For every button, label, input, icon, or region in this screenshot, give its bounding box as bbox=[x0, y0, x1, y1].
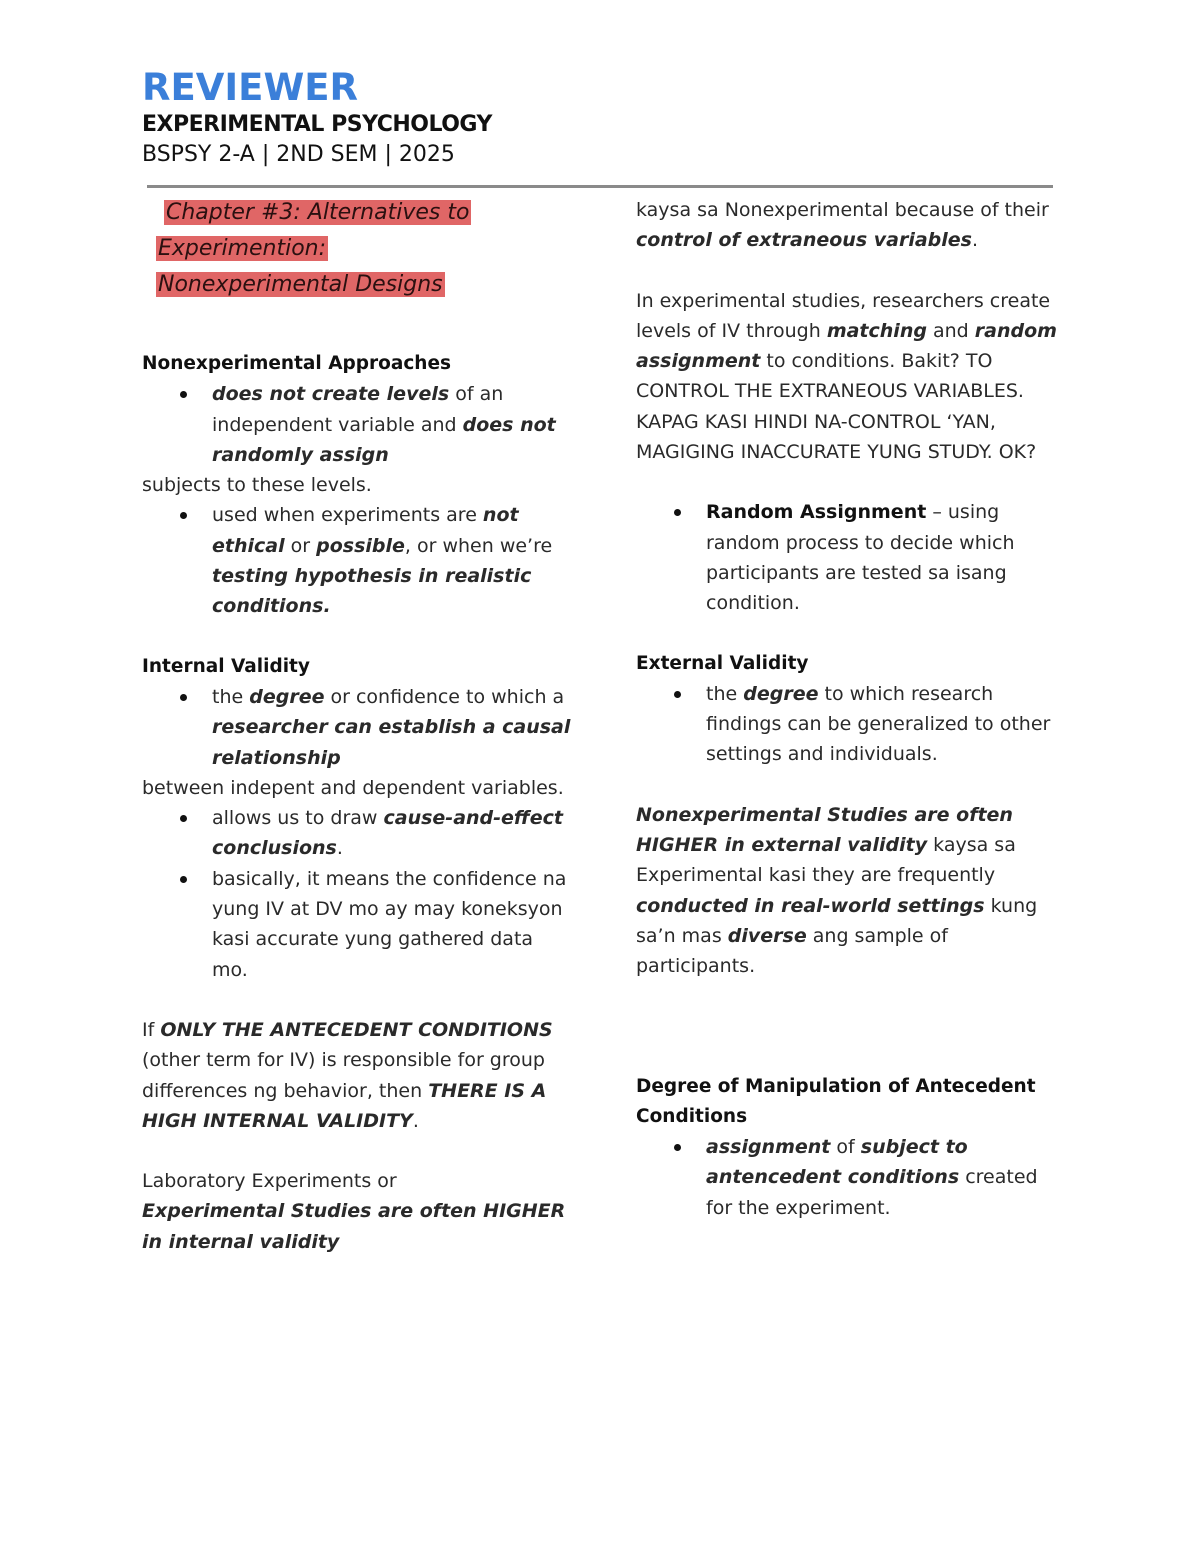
section-heading-internal-validity: Internal Validity bbox=[142, 655, 310, 677]
list-item: the degree or confidence to which a researcher can establish a causal relationship bbox=[212, 682, 572, 773]
chapter-title-line2: Experimention: bbox=[158, 236, 327, 261]
section-heading-nonexperimental: Nonexperimental Approaches bbox=[142, 353, 452, 374]
paragraph-text: subjects to these levels. bbox=[142, 474, 372, 497]
bullet-list bbox=[142, 500, 572, 621]
section-heading-degree-of-manipulation: Degree of Manipulation of Antecedent Conditions bbox=[636, 1075, 1036, 1127]
list-item: assignment of subject to antencedent conditions created for the experiment. bbox=[706, 1132, 1066, 1223]
list-item: allows us to draw cause-and-effect conclusions. bbox=[212, 803, 572, 864]
document-meta: BSPSY 2-A | 2ND SEM | 2025 bbox=[142, 142, 455, 167]
bullet-list bbox=[142, 682, 572, 773]
chapter-title bbox=[156, 195, 572, 303]
chapter-title-line1: Chapter #3: Alternatives to bbox=[166, 200, 470, 225]
left-column bbox=[142, 195, 572, 1257]
bullet-list bbox=[636, 1132, 1066, 1223]
paragraph-text: between indepent and dependent variables. bbox=[142, 776, 564, 799]
list-item: the degree to which research findings can be generalized to other settings and individuals. bbox=[706, 679, 1066, 770]
document-subtitle: EXPERIMENTAL PSYCHOLOGY bbox=[142, 112, 492, 137]
header-divider bbox=[147, 185, 1053, 188]
bullet-list bbox=[142, 379, 572, 470]
paragraph-internal-validity: If ONLY THE ANTECEDENT CONDITIONS (other term for IV) is responsible for group differences ng behavior, then THERE IS A HIGH INTERNAL VALIDITY. bbox=[142, 1018, 553, 1132]
list-item: used when experiments are not ethical or possible, or when we’re testing hypothesis in realistic conditions. bbox=[212, 500, 572, 621]
bullet-list bbox=[636, 679, 1066, 770]
right-column bbox=[636, 195, 1066, 1223]
paragraph-laboratory: Laboratory Experiments or Experimental Studies are often HIGHER in internal validity bbox=[142, 1170, 566, 1253]
list-item: basically, it means the confidence na yung IV at DV mo ay may koneksyon kasi accurate yung gathered data mo. bbox=[212, 864, 572, 985]
document-title: REVIEWER bbox=[142, 66, 359, 109]
bullet-list bbox=[636, 497, 1066, 618]
list-item: Random Assignment – using random process to decide which participants are tested sa isang condition. bbox=[706, 497, 1066, 618]
paragraph-continuation: kaysa sa Nonexperimental because of their control of extraneous variables. bbox=[636, 199, 1049, 252]
document-header bbox=[142, 66, 492, 170]
section-heading-external-validity: External Validity bbox=[636, 652, 809, 674]
paragraph-nonexperimental-studies: Nonexperimental Studies are often HIGHER in external validity kaysa sa Experimental kasi they are frequently conducted in real-world settings kung sa’n mas diverse ang sample of participants. bbox=[636, 803, 1038, 978]
paragraph-experimental-studies: In experimental studies, researchers create levels of IV through matching and random assignment to conditions. Bakit? TO CONTROL THE EXTRANEOUS VARIABLES. KAPAG KASI HINDI NA-CONTROL ‘YAN, MAGIGING INACCURATE YUNG STUDY. OK? bbox=[636, 289, 1057, 464]
list-item: does not create levels of an independent variable and does not randomly assign bbox=[212, 379, 572, 470]
chapter-title-line3: Nonexperimental Designs bbox=[158, 272, 443, 297]
bullet-list bbox=[142, 803, 572, 985]
